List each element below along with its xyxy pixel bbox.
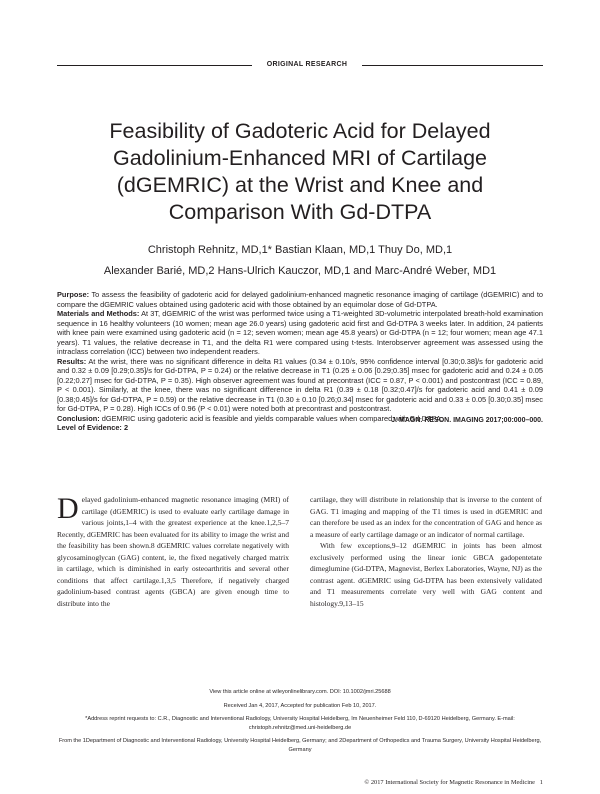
abstract-purpose (57, 290, 543, 309)
abstract-purpose-label: Purpose: (57, 290, 90, 299)
abstract-results-text: At the wrist, there was no significant difference in delta R1 values (0.34 ± 0.10/s, 95% confidence interval [0.30;0.38]/s for gadoteric acid and 0.32 ± 0.09 [0.29;0.35]/s for Gd-DTPA, P = 0.24) or the relative decrease in T1 (0.25 ± 0.06 [0.29;0.35] msec for gadoteric acid and 0.24 ± 0.05 [0.22;0.27] msec for Gd-DTPA, P = 0.35). High observer agreement was found at precontrast (ICC = 0.87, P < 0.001) and postcontrast (ICC = 0.89, P < 0.001). Similarly, at the knee, there was no significant difference in delta R1 (0.39 ± 0.18 [0.32;0.47]/s for gadoteric acid and 0.41 ± 0.09 [0.38;0.45]/s for Gd-DTPA, P = 0.59) or the relative decrease in T1 (0.30 ± 0.10 [0.26;0.34] msec for gadoteric acid and 0.33 ± 0.05 [0.30;0.35] msec for Gd-DTPA, P = 0.28). High ICCs of 0.96 (P < 0.01) were noted both at precontrast and postcontrast. (57, 356, 543, 413)
body-text: elayed gadolinium-enhanced magnetic resonance imaging (MRI) of cartilage (dGEMRIC) is used to evaluate early cartilage damage in various joints,1–4 with the greatest experience at the knee.1,2,5–7 Recently, dGEMRIC has been evaluated for its ability to image the wrist and the feasibility has been shown.8 dGEMRIC values correlate negatively with glycosaminoglycan (GAG) content, ie, the fixed negatively charged matrix in cartilage, which is diminished in early osteoarthritis and several other conditions that affect cartilage.1,3,5 Therefore, if negatively charged gadolinium-based contrast agents (GBCA) are given enough time to distribute into the (57, 495, 289, 608)
article-title (40, 118, 560, 226)
body-column-right (310, 494, 542, 609)
correspondence-note: *Address reprint requests to: C.R., Diagnostic and Interventional Radiology, University Hospital Heidelberg, Im Neuenheimer Feld 110, D-69120 Heidelberg, Germany. E-mail: christoph.rehnitz@med.uni-heidelberg.de (85, 716, 515, 731)
abstract-methods-label: Materials and Methods: (57, 309, 140, 318)
journal-citation: J. MAGN. RESON. IMAGING 2017;00:000–000. (391, 417, 543, 424)
body-paragraph (57, 494, 289, 609)
body-paragraph: cartilage, they will distribute in relationship that is inverse to the content of GAG. T1 imaging and mapping of the T1 times is used in dGEMRIC and can therefore be used as an index for the concentration of GAG and hence as a measure of early cartilage damage or an indicator of normal cartilage. (310, 495, 542, 539)
author-line: Christoph Rehnitz, MD,1* Bastian Klaan, MD,1 Thuy Do, MD,1 (147, 244, 453, 256)
abstract-methods (57, 309, 543, 357)
abstract-purpose-text: To assess the feasibility of gadoteric acid for delayed gadolinium-enhanced magnetic resonance imaging of cartilage (dGEMRIC) and to compare the dGEMRIC values obtained using gadoteric acid with those obtained by an equimolar dose of Gd-DTPA. (57, 290, 543, 309)
affiliations-note: From the 1Department of Diagnostic and Interventional Radiology, University Hospital Heidelberg, Germany; and 2Department of Orthopedics and Trauma Surgery, University Hospital Heidelberg, Germany (58, 738, 542, 753)
received-note: Received Jan 4, 2017, Accepted for publication Feb 10, 2017. (223, 702, 377, 709)
abstract-results (57, 357, 543, 414)
abstract-evidence-label: Level of Evidence: (57, 423, 122, 432)
abstract-conclusion-label: Conclusion: (57, 413, 100, 423)
body-column-left (57, 494, 289, 609)
footnotes (57, 688, 543, 759)
title-line: Feasibility of Gadoteric Acid for Delayed (109, 119, 491, 143)
section-header (57, 58, 543, 72)
abstract-evidence-value: 2 (123, 423, 129, 432)
abstract (57, 290, 543, 433)
page-footer (364, 778, 543, 787)
header-rule-left (57, 65, 252, 66)
author-list (40, 240, 560, 282)
abstract-methods-text: At 3T, dGEMRIC of the wrist was performed twice using a T1-weighted 3D-volumetric interpolated breath-hold examination sequence in 16 healthy volunteers (10 women; mean age 26.0 years) using gadoteric acid first and Gd-DTPA 3 weeks later. In addition, 24 patients with knee pain were examined using gadoteric acid (n = 12; seven women; mean age 45.8 years) or Gd-DTPA (n = 12; four women; mean age 47.1 years). T1 values, the relative decrease in T1, and the delta R1 were compared using t-tests. Interobserver agreement was assessed using the intraclass correlation (ICC) between two independent readers. (57, 309, 543, 356)
author-line: Alexander Barié, MD,2 Hans-Ulrich Kauczor, MD,1 and Marc-André Weber, MD1 (103, 265, 497, 277)
section-label: ORIGINAL RESEARCH (266, 61, 348, 68)
abstract-results-label: Results: (57, 356, 87, 366)
title-line: Gadolinium-Enhanced MRI of Cartilage (112, 146, 488, 170)
header-rule-right (362, 65, 543, 66)
page-number: 1 (539, 779, 543, 786)
title-line: Comparison With Gd-DTPA (168, 200, 432, 224)
online-link-note: View this article online at wileyonlinelibrary.com. DOI: 10.1002/jmri.25688 (209, 689, 391, 695)
copyright-text: © 2017 International Society for Magnetic Resonance in Medicine (364, 779, 535, 786)
body-paragraph: With few exceptions,9–12 dGEMRIC in joints has been almost exclusively performed using the linear ionic GBCA gadopentetate dimeglumine (Gd-DTPA, Magnevist, Berlex Laboratories, Wayne, NJ) as the contrast agent. dGEMRIC using Gd-DTPA has been extensively validated and T1 measurements correlate very well with GAG content and histology.9,13–15 (310, 541, 542, 608)
drop-cap: D (57, 492, 79, 525)
title-line: (dGEMRIC) at the Wrist and Knee and (116, 173, 484, 197)
abstract-conclusion-text: dGEMRIC using gadoteric acid is feasible and yields comparable values when compared with Gd-DTPA. (101, 413, 443, 423)
